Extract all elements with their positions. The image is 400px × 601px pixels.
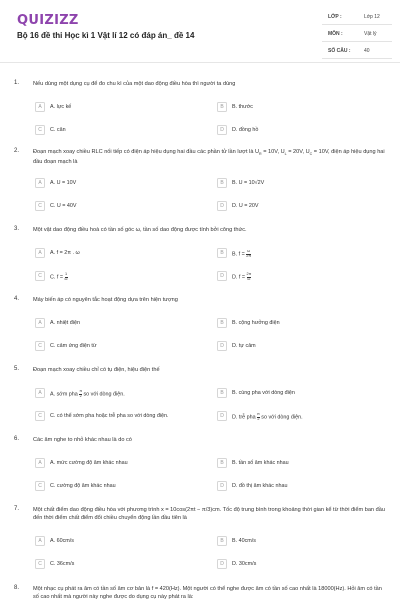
question-text: Đoạn mạch xoay chiều chỉ có tụ điện, hiệu điện thế [33, 367, 160, 373]
meta-value: Lớp 12 [364, 14, 380, 20]
option-letter: B [217, 536, 227, 546]
document-title: Bộ 16 đề thi Học kì 1 Vật lí 12 có đáp án_ đề 14 [17, 31, 195, 40]
question-text: Đoạn mạch xoay chiều RLC nối tiếp có điện áp hiệu dụng hai đầu các phần tử lần lượt là $U_R = 10V$, $U_L = 20V$, $U_C = 10V$, điện áp hiệu dụng hai đầu đoạn mạch là [33, 149, 385, 166]
option-letter: C [35, 411, 45, 421]
option-text: B. cùng pha với dòng điện [232, 390, 295, 396]
option-d[interactable] [217, 481, 377, 492]
question-number: 7. [14, 506, 20, 512]
question-number: 2. [14, 148, 20, 154]
question-number: 6. [14, 436, 20, 442]
question-text: Một chất điểm dao động điều hòa với phương trình x = 10cos(2πt − π/3)cm. Tốc độ trung bình trong khoảng thời gian kể từ thời điểm ban đầu đến thời điểm chất điểm đổi chiều chuyển động lần đầu tiên là [33, 507, 385, 521]
option-text: C. 36cm/s [50, 561, 75, 567]
meta-row-count [322, 42, 392, 59]
question-text: Các âm nghe to nhỏ khác nhau là do có [33, 437, 132, 443]
option-text: C. U = 40V [50, 203, 77, 209]
fraction: $\frac{\omega}{2\pi}$ [246, 249, 251, 258]
question-number: 1. [14, 80, 20, 86]
option-a[interactable] [35, 388, 195, 399]
option-c[interactable] [35, 271, 195, 282]
option-b[interactable] [217, 536, 377, 547]
option-b[interactable] [217, 178, 377, 189]
option-text: D. 30cm/s [232, 561, 257, 567]
option-d[interactable] [217, 411, 377, 422]
option-letter: C [35, 271, 45, 281]
option-text: D. tự cảm [232, 343, 256, 349]
option-d[interactable] [217, 341, 377, 352]
option-text: C. có thể sớm pha hoặc trễ pha so với dòng điện. [50, 413, 169, 419]
fraction: $\frac{\pi}{2}$ [257, 412, 260, 421]
option-letter: A [35, 388, 45, 398]
option-text: C. cảm ứng điện từ [50, 343, 97, 349]
option-d[interactable] [217, 271, 377, 282]
option-letter: A [35, 458, 45, 468]
option-c[interactable] [35, 559, 195, 570]
meta-value: 40 [364, 48, 370, 54]
option-a[interactable] [35, 318, 195, 329]
question-text: Một vật dao động điều hoà có tần số góc ω, tần số dao động được tính bởi công thức. [33, 227, 247, 233]
option-a[interactable] [35, 458, 195, 469]
question-text: Một nhạc cụ phát ra âm có tần số âm cơ bản là f = 420(Hz). Một người có thể nghe được âm có tần số cao nhất là 18000(Hz). Hỏi âm có tần số cao nhất mà người này nghe được do dụng cụ này phát ra là: [33, 586, 382, 600]
option-letter: A [35, 248, 45, 258]
option-letter: A [35, 536, 45, 546]
option-letter: D [217, 481, 227, 491]
option-text: D. đồng hồ [232, 127, 259, 133]
option-letter: A [35, 178, 45, 188]
question-text: Nếu dùng một dụng cụ để đo chu kì của một dao động điều hòa thì người ta dùng [33, 81, 236, 87]
option-d[interactable] [217, 125, 377, 136]
option-letter: B [217, 458, 227, 468]
option-letter: D [217, 125, 227, 135]
option-text: B. thước [232, 104, 253, 110]
option-letter: B [217, 318, 227, 328]
question-number: 8. [14, 585, 20, 591]
option-letter: B [217, 102, 227, 112]
option-a[interactable] [35, 536, 195, 547]
option-letter: D [217, 559, 227, 569]
option-text: B. cộng hưởng điện [232, 320, 280, 326]
option-text: B. f = $\frac{\omega}{2\pi}$ [232, 249, 251, 258]
option-text: A. 60cm/s [50, 538, 74, 544]
option-b[interactable] [217, 318, 377, 329]
option-letter: A [35, 102, 45, 112]
option-a[interactable] [35, 178, 195, 189]
option-text: A. f = 2π . ω [50, 250, 80, 256]
question-number: 5. [14, 366, 20, 372]
option-a[interactable] [35, 102, 195, 113]
option-letter: D [217, 341, 227, 351]
option-letter: C [35, 201, 45, 211]
option-text: D. f = $\frac{2\pi}{\omega}$ [232, 272, 252, 281]
quizizz-logo: QUIZIZZ [17, 13, 79, 28]
option-b[interactable] [217, 102, 377, 113]
option-letter: D [217, 201, 227, 211]
option-b[interactable] [217, 248, 377, 259]
question-number: 3. [14, 226, 20, 232]
option-text: B. 40cm/s [232, 538, 256, 544]
option-text: B. U = 10√2V [232, 180, 265, 186]
option-a[interactable] [35, 248, 195, 259]
option-letter: C [35, 481, 45, 491]
option-text: D. trễ pha $\frac{\pi}{2}$ so với dòng điện. [232, 412, 303, 421]
option-text: C. cân [50, 127, 66, 133]
option-text: B. tần số âm khác nhau [232, 460, 289, 466]
question-text: Máy biến áp có nguyên tắc hoạt động dựa trên hiện tượng [33, 297, 178, 303]
fraction: $\frac{\pi}{2}$ [79, 389, 82, 398]
meta-label: LỚP : [328, 14, 342, 20]
option-text: A. lực kế [50, 104, 72, 110]
option-text: A. U = 10V [50, 180, 77, 186]
option-letter: C [35, 341, 45, 351]
option-b[interactable] [217, 388, 377, 399]
meta-panel [322, 8, 392, 59]
option-c[interactable] [35, 481, 195, 492]
option-letter: B [217, 248, 227, 258]
option-text: A. nhiệt điện [50, 320, 80, 326]
option-c[interactable] [35, 125, 195, 136]
option-letter: B [217, 178, 227, 188]
option-letter: C [35, 559, 45, 569]
meta-label: MÔN : [328, 31, 343, 37]
option-letter: C [35, 125, 45, 135]
option-letter: A [35, 318, 45, 328]
question-number: 4. [14, 296, 20, 302]
option-c[interactable] [35, 341, 195, 352]
option-text: A. sớm pha $\frac{\pi}{2}$ so với dòng điện. [50, 389, 125, 398]
meta-label: SỐ CÂU : [328, 48, 351, 54]
option-text: A. mức cường độ âm khác nhau [50, 460, 128, 466]
fraction: $\frac{1}{\omega}$ [64, 272, 68, 281]
option-letter: D [217, 411, 227, 421]
option-letter: D [217, 271, 227, 281]
meta-row-class [322, 8, 392, 25]
option-d[interactable] [217, 559, 377, 570]
meta-row-subject [322, 25, 392, 42]
option-b[interactable] [217, 458, 377, 469]
fraction: $\frac{2\pi}{\omega}$ [246, 272, 252, 281]
option-text: C. f = $\frac{1}{\omega}$ [50, 272, 68, 281]
option-text: D. đồ thị âm khác nhau [232, 483, 288, 489]
meta-value: Vật lý [364, 31, 377, 37]
option-d[interactable] [217, 201, 377, 212]
option-c[interactable] [35, 201, 195, 212]
option-c[interactable] [35, 411, 195, 422]
option-letter: B [217, 388, 227, 398]
page-header [0, 0, 400, 63]
option-text: D. U = 20V [232, 203, 259, 209]
option-text: C. cường độ âm khác nhau [50, 483, 116, 489]
